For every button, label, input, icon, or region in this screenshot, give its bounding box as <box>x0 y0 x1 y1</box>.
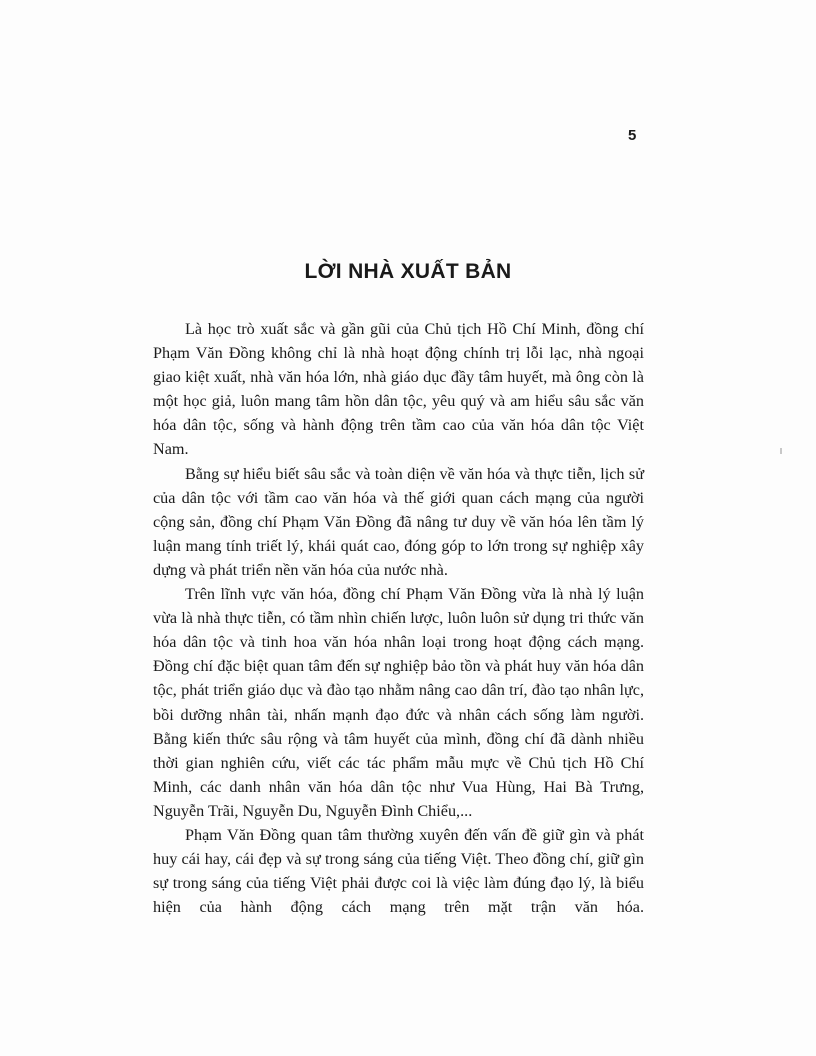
scan-edge-mark <box>780 448 782 454</box>
paragraph-3: Trên lĩnh vực văn hóa, đồng chí Phạm Văn Đồng vừa là nhà lý luận vừa là nhà thực tiễn, có tầm nhìn chiến lược, luôn luôn sử dụng tri thức văn hóa dân tộc và tinh hoa văn hóa nhân loại trong hoạt động cách mạng. Đồng chí đặc biệt quan tâm đến sự nghiệp bảo tồn và phát huy văn hóa dân tộc, phát triển giáo dục và đào tạo nhằm nâng cao dân trí, đào tạo nhân lực, bồi dưỡng nhân tài, nhấn mạnh đạo đức và nhân cách sống làm người. Bằng kiến thức sâu rộng và tâm huyết của mình, đồng chí đã dành nhiều thời gian nghiên cứu, viết các tác phẩm mẫu mực về Chủ tịch Hồ Chí Minh, các danh nhân văn hóa dân tộc như Vua Hùng, Hai Bà Trưng, Nguyễn Trãi, Nguyễn Du, Nguyễn Đình Chiểu,... <box>153 585 644 820</box>
paragraph-2: Bằng sự hiểu biết sâu sắc và toàn diện về văn hóa và thực tiễn, lịch sử của dân tộc với tầm cao văn hóa và thế giới quan cách mạng của người cộng sản, đồng chí Phạm Văn Đồng đã nâng tư duy về văn hóa lên tầm lý luận mang tính triết lý, khái quát cao, đóng góp to lớn trong sự nghiệp xây dựng và phát triển nền văn hóa của nước nhà. <box>153 464 644 579</box>
page-number: 5 <box>628 127 637 144</box>
paragraph-1: Là học trò xuất sắc và gần gũi của Chủ tịch Hồ Chí Minh, đồng chí Phạm Văn Đồng không chỉ là nhà hoạt động chính trị lỗi lạc, nhà ngoại giao kiệt xuất, nhà văn hóa lớn, nhà giáo dục đầy tâm huyết, mà ông còn là một học giả, luôn mang tâm hồn dân tộc, yêu quý và am hiểu sâu sắc văn hóa dân tộc, sống và hành động trên tầm cao của văn hóa dân tộc Việt Nam. <box>153 320 644 459</box>
paragraph-4: Phạm Văn Đồng quan tâm thường xuyên đến vấn đề giữ gìn và phát huy cái hay, cái đẹp và sự trong sáng của tiếng Việt. Theo đồng chí, giữ gìn sự trong sáng của tiếng Việt phải được coi là việc làm đúng đạo lý, là biểu hiện của hành động cách mạng trên mặt trận văn hóa. <box>153 825 644 917</box>
page-title: LỜI NHÀ XUẤT BẢN <box>304 260 512 283</box>
body-text <box>153 317 644 919</box>
